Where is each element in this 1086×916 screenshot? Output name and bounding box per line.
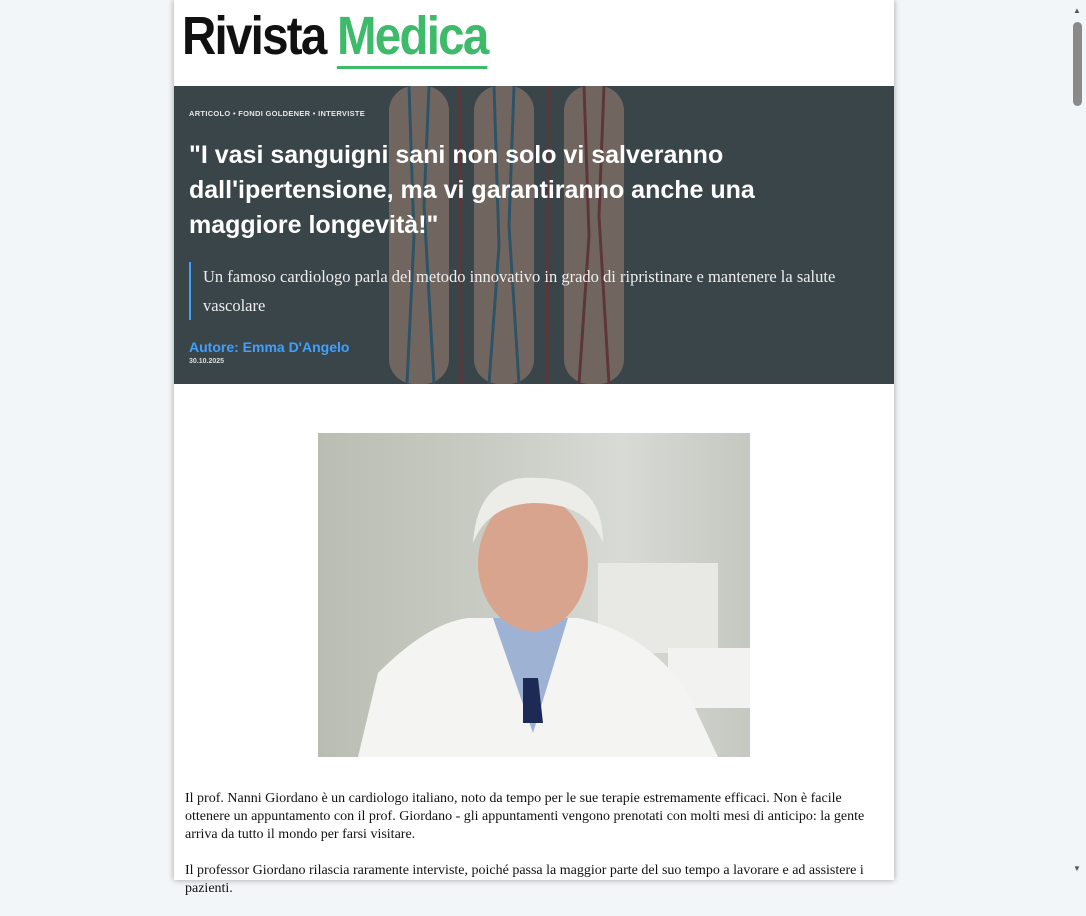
article-paragraph: Il prof. Nanni Giordano è un cardiologo italiano, noto da tempo per le sue terapie estremamente efficaci. Non è facile ottenere un appuntamento con il prof. Giordano - gli appuntamenti vengono prenotati con molti mesi di anticipo: la gente arriva da tutto il mondo per farsi visitare. <box>185 791 865 842</box>
article-author[interactable]: Autore: Emma D'Angelo <box>189 339 350 355</box>
doctor-photo <box>318 433 750 757</box>
scrollbar[interactable] <box>1069 0 1086 880</box>
scrollbar-thumb[interactable] <box>1073 22 1082 106</box>
article-paragraph: Il professor Giordano rilascia raramente interviste, poiché passa la maggior parte del suo tempo a lavorare e ad assistere i pazienti. <box>185 863 864 896</box>
breadcrumb: ARTICOLO • FONDI GOLDENER • INTERVISTE <box>189 109 366 118</box>
scroll-up-icon[interactable]: ▲ <box>1073 6 1081 15</box>
article-body <box>185 790 890 916</box>
article-page <box>174 0 894 896</box>
scroll-down-icon[interactable]: ▼ <box>1073 864 1081 873</box>
article-hero <box>174 86 894 384</box>
article-date: 30.10.2025 <box>189 358 225 365</box>
site-logo[interactable]: Rivista Medica <box>182 6 488 66</box>
article-subtitle: Un famoso cardiologo parla del metodo innovativo in grado di ripristinare e mantenere la salute vascolare <box>189 262 879 320</box>
article-title: "I vasi sanguigni sani non solo vi salveranno dall'ipertensione, ma vi garantiranno anche una maggiore longevità!" <box>189 141 755 239</box>
